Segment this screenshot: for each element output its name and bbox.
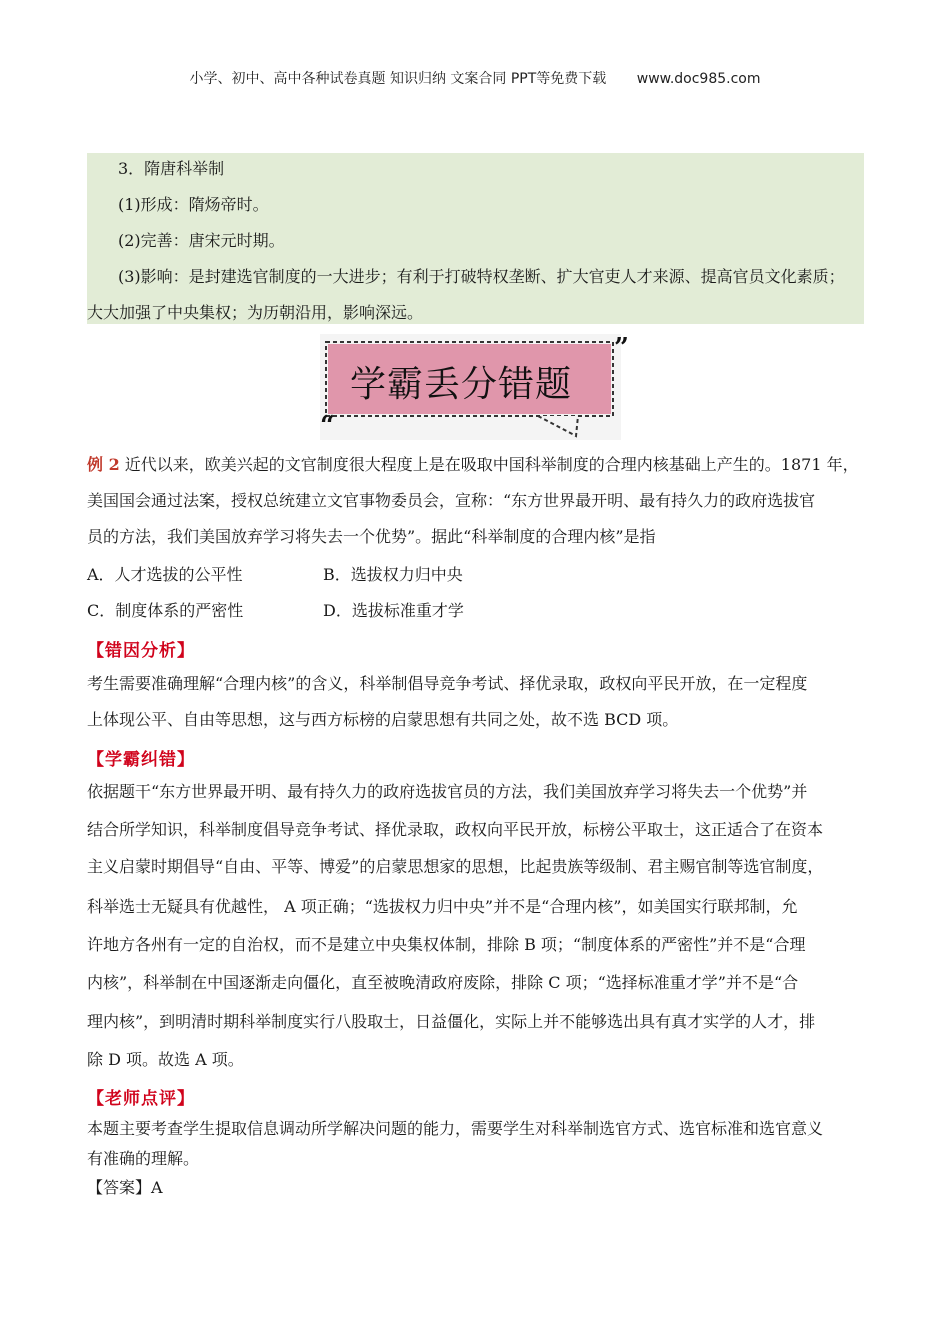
mistake-banner xyxy=(320,333,629,441)
teacher-comment-title: 【老师点评】 xyxy=(87,1089,195,1109)
correction-title: 【学霸纠错】 xyxy=(87,750,195,770)
example-line3: 员的方法，我们美国放弃学习将失去一个优势”。据此“科举制度的合理内核”是指 xyxy=(87,527,656,546)
svg-text:”: ” xyxy=(614,333,629,363)
knowledge-impact-line1: (3)影响：是封建选官制度的一大进步；有利于打破特权垄断、扩大官吏人才来源、提高官员文化素质； xyxy=(118,267,845,286)
banner-title: 学霸丢分错题 xyxy=(350,364,573,405)
answer-line xyxy=(87,1178,163,1198)
teacher-comment-line2: 有准确的理解。 xyxy=(87,1149,200,1168)
error-analysis-line2: 上体现公平、自由等思想，这与西方标榜的启蒙思想有共同之处，故不选 BCD 项。 xyxy=(87,710,679,729)
error-analysis-line1: 考生需要准确理解“合理内核”的含义，科举制倡导竞争考试、择优录取，政权向平民开放，在一定程度 xyxy=(87,674,808,693)
example-line2: 美国国会通过法案，授权总统建立文官事物委员会，宣称：“东方世界最开明、最有持久力的政府选拔官 xyxy=(87,491,816,510)
correction-line8: 除 D 项。故选 A 项。 xyxy=(87,1050,244,1069)
error-analysis-title: 【错因分析】 xyxy=(87,641,195,661)
correction-line5: 许地方各州有一定的自治权，而不是建立中央集权体制，排除 B 项；“制度体系的严密性”并不是“合理 xyxy=(87,935,806,954)
knowledge-formation: (1)形成：隋炀帝时。 xyxy=(118,195,269,214)
option-a: A．人才选拔的公平性 xyxy=(87,565,243,584)
example-line1: 例 2 近代以来，欧美兴起的文官制度很大程度上是在吸取中国科举制度的合理内核基础上产生的。1871 年， xyxy=(87,455,859,474)
option-c: C．制度体系的严密性 xyxy=(87,601,244,620)
knowledge-impact-line2: 大大加强了中央集权；为历朝沿用，影响深远。 xyxy=(87,303,424,322)
example-label: 例 2 xyxy=(87,455,120,474)
answer-value: A xyxy=(151,1178,163,1197)
header-text: 小学、初中、高中各种试卷真题 知识归纳 文案合同 PPT等免费下载 xyxy=(189,71,607,87)
correction-line7: 理内核”，到明清时期科举制度实行八股取士，日益僵化，实际上并不能够选出具有真才实学的人才，排 xyxy=(87,1012,816,1031)
knowledge-box xyxy=(87,153,864,324)
correction-line6: 内核”，科举制在中国逐渐走向僵化，直至被晚清政府废除，排除 C 项；“选择标准重才学”并不是“合 xyxy=(87,973,799,992)
correction-line3: 主义启蒙时期倡导“自由、平等、博爱”的启蒙思想家的思想，比起贵族等级制、君主赐官制等选官制度， xyxy=(87,857,824,876)
correction-line4: 科举选士无疑具有优越性， A 项正确；“选拔权力归中央”并不是“合理内核”，如美国实行联邦制，允 xyxy=(87,897,798,916)
knowledge-improvement: (2)完善：唐宋元时期。 xyxy=(118,231,285,250)
correction-line1: 依据题干“东方世界最开明、最有持久力的政府选拔官员的方法，我们美国放弃学习将失去一个优势”并 xyxy=(87,782,808,801)
svg-text:“: “ xyxy=(320,411,335,441)
header-site-link[interactable]: www.doc985.com xyxy=(636,71,761,87)
teacher-comment-line1: 本题主要考查学生提取信息调动所学解决问题的能力，需要学生对科举制选官方式、选官标准和选官意义 xyxy=(87,1119,824,1138)
knowledge-title: 3．隋唐科举制 xyxy=(118,159,225,178)
correction-line2: 结合所学知识，科举制度倡导竞争考试、择优录取，政权向平民开放，标榜公平取士，这正适合了在资本 xyxy=(87,820,824,839)
option-b: B．选拔权力归中央 xyxy=(323,565,463,584)
page-header xyxy=(0,68,950,88)
option-d: D．选拔标准重才学 xyxy=(323,601,464,620)
answer-label: 【答案】 xyxy=(87,1178,152,1197)
